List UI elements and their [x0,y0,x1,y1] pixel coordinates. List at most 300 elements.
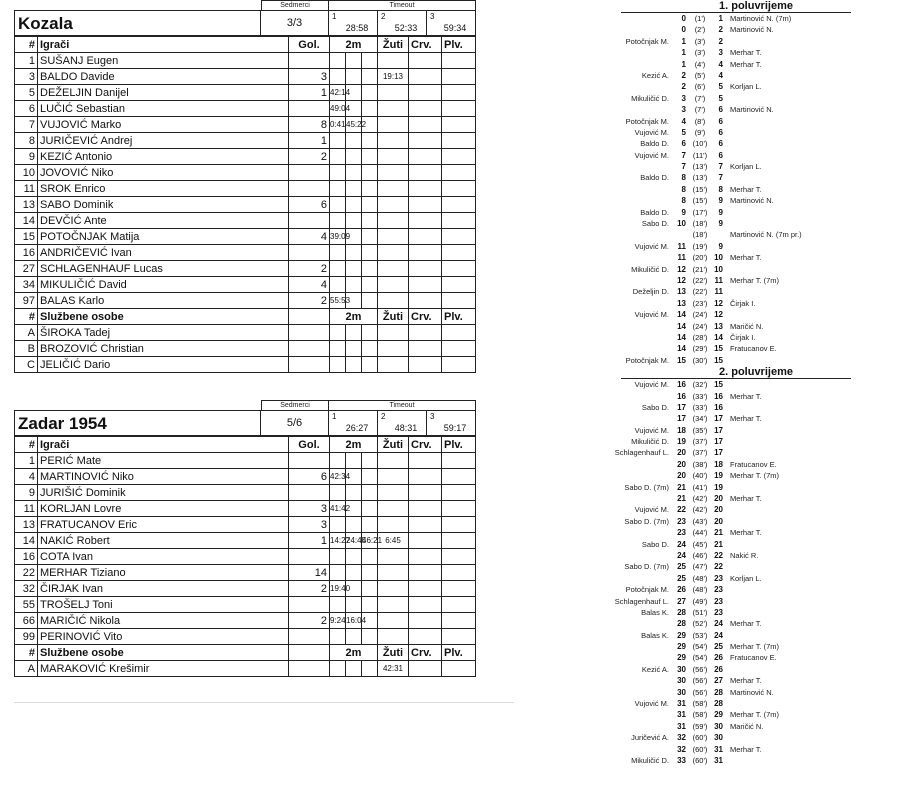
player-goals [289,181,330,197]
timeout-number: 3 [430,412,435,421]
official-letter: B [15,341,38,357]
goal-event [621,36,851,47]
home-scorer: Vujović M. [634,380,669,390]
player-number: 4 [15,469,38,485]
event-minute: (37') [692,448,708,458]
player-number: 16 [15,549,38,565]
col-igraci: Igrači [38,37,289,53]
player-number: 11 [15,181,38,197]
away-score: 5 [718,93,723,103]
suspension-time [346,165,362,181]
away-scorer: Merhar T. [730,676,762,686]
home-score: 12 [677,275,686,285]
suspension-time [362,181,378,197]
blue-card [442,53,476,69]
suspension-time [362,293,378,309]
away-scorer: Merhar T. [730,48,762,58]
away-score: 17 [714,448,723,458]
event-minute: (22') [692,287,708,297]
col-gol-empty [289,645,330,661]
away-score: 17 [714,425,723,435]
home-scorer: Sabo D. [641,219,669,229]
away-score: 22 [714,550,723,560]
away-score: 20 [714,505,723,515]
player-number: 13 [15,197,38,213]
event-minute: (28') [692,332,708,342]
suspension-time [346,277,362,293]
away-scorer: Merhar T. (7m) [730,275,780,285]
player-number: 3 [15,69,38,85]
home-score: 33 [677,756,686,765]
blue-card [442,453,476,469]
away-scorer: Korljan L. [730,82,762,92]
away-score: 14 [714,332,723,342]
goal-event [621,630,851,641]
red-card [409,341,442,357]
event-minute: (3') [694,48,706,58]
goal-event [621,709,851,720]
player-name: MIKULIČIĆ David [38,277,289,293]
suspension-time [330,629,346,645]
blue-card [442,69,476,85]
blue-card [442,277,476,293]
blue-card [442,325,476,341]
goal-event [621,664,851,675]
yellow-card: 19:13 [378,69,409,85]
event-minute: (30') [692,355,708,365]
team-header [14,10,476,36]
home-scorer: Sabo D. (7m) [624,482,669,492]
col-2m: 2m [330,645,378,661]
event-minute: (15') [692,196,708,206]
player-goals: 3 [289,501,330,517]
home-score: 29 [677,653,686,663]
away-scorer: Merhar T. [730,391,762,401]
red-card [409,117,442,133]
event-minute: (18') [692,219,708,229]
player-row [15,501,476,517]
player-number: 16 [15,245,38,261]
goal-event [621,470,851,481]
player-number: 10 [15,165,38,181]
team-kozala-block [14,0,476,373]
suspension-time [330,261,346,277]
event-minute: (33') [692,391,708,401]
yellow-card [378,245,409,261]
home-score: 20 [677,459,686,469]
player-goals: 8 [289,117,330,133]
event-minute: (4') [694,59,706,69]
blue-card [442,181,476,197]
suspension-time [346,53,362,69]
blue-card [442,485,476,501]
col-plv: Plv. [442,437,476,453]
away-score: 29 [714,710,723,720]
home-score: 8 [681,173,686,183]
team-zadar-block [14,400,476,677]
red-card [409,197,442,213]
goal-event [621,652,851,663]
yellow-card [378,581,409,597]
home-score: 20 [677,471,686,481]
away-score: 12 [714,310,723,320]
red-card [409,213,442,229]
home-score: 25 [677,573,686,583]
home-scorer: Vujović M. [634,425,669,435]
suspension-time [362,485,378,501]
suspension-time: 55:53 [330,293,346,309]
col-crv: Crv. [409,645,442,661]
suspension-time [362,245,378,261]
team-header-top [14,0,476,10]
home-score: 16 [677,391,686,401]
goal-event [621,309,851,320]
home-scorer: Sabo D. [641,539,669,549]
col-sluzbene: Službene osobe [38,645,289,661]
goal-event [621,607,851,618]
home-scorer: Baldo D. [640,207,669,217]
suspension-time [346,565,362,581]
player-number: 6 [15,101,38,117]
suspension-time: 49:04 [330,101,346,117]
home-scorer: Potočnjak M. [625,355,669,365]
event-minute: (47') [692,562,708,572]
yellow-card [378,453,409,469]
goal-event [621,425,851,436]
home-score: 20 [677,448,686,458]
away-score: 2 [718,25,723,35]
player-name: FRATUCANOV Eric [38,517,289,533]
away-score: 17 [714,414,723,424]
event-minute: (7') [694,105,706,115]
home-score: 13 [677,287,686,297]
yellow-card [378,357,409,373]
player-name: DEŽELJIN Danijel [38,85,289,101]
suspension-time [362,629,378,645]
away-score: 19 [714,482,723,492]
red-card [409,629,442,645]
red-card [409,517,442,533]
player-number: 32 [15,581,38,597]
suspension-time: 24:45 [346,533,362,549]
player-row [15,277,476,293]
suspension-time [362,165,378,181]
player-row [15,197,476,213]
col-crv: Crv. [409,37,442,53]
player-row [15,565,476,581]
event-minute: (22') [692,275,708,285]
team-header [14,410,476,436]
home-score: 17 [677,414,686,424]
suspension-time [346,133,362,149]
event-minute: (41') [692,482,708,492]
goal-event [621,402,851,413]
player-number: 97 [15,293,38,309]
suspension-time [362,501,378,517]
blue-card [442,165,476,181]
player-number: 66 [15,613,38,629]
event-minute: (42') [692,505,708,515]
yellow-card [378,181,409,197]
home-score: 8 [681,196,686,206]
home-score: 2 [681,70,686,80]
away-scorer: Čirjak I. [730,298,756,308]
half2-label: 2. poluvrijeme [719,366,793,379]
goal-event [621,127,851,138]
player-row [15,597,476,613]
yellow-card [378,485,409,501]
event-minute: (6') [694,82,706,92]
player-goals [289,485,330,501]
goal-event [621,70,851,81]
away-score: 5 [718,82,723,92]
player-goals: 6 [289,197,330,213]
blue-card [442,341,476,357]
goal-event [621,24,851,35]
away-score: 6 [718,116,723,126]
spacer [14,0,261,10]
home-score: 25 [677,562,686,572]
timeout-time: 28:58 [345,23,369,33]
home-scorer: Sabo D. [641,402,669,412]
home-score: 23 [677,516,686,526]
event-minute: (43') [692,516,708,526]
empty-cell [289,357,330,373]
home-scorer: Mikuličić D. [631,756,669,765]
player-number: 13 [15,517,38,533]
roster-table [14,436,476,677]
red-card [409,565,442,581]
col-no: # [15,645,38,661]
yellow-card [378,117,409,133]
event-minute: (13') [692,173,708,183]
home-score: 4 [681,116,686,126]
away-score: 10 [714,264,723,274]
player-number: 5 [15,85,38,101]
timeout-cell [427,411,475,435]
suspension-time [330,357,346,373]
col-crv: Crv. [409,309,442,325]
event-minute: (53') [692,630,708,640]
player-name: BALAS Karlo [38,293,289,309]
timeout-cell [378,411,427,435]
suspension-time [362,565,378,581]
col-2m: 2m [330,309,378,325]
away-score: 4 [718,70,723,80]
home-scorer: Vujović M. [634,310,669,320]
timeout-time: 52:33 [394,23,418,33]
away-scorer: Merhar T. [730,253,762,263]
suspension-time [346,549,362,565]
suspension-time [362,69,378,85]
away-score: 26 [714,653,723,663]
suspension-time: 42:34 [330,469,346,485]
away-scorer: Merhar T. (7m) [730,642,780,652]
home-score: 16 [677,380,686,390]
suspension-time [330,165,346,181]
away-scorer: Merhar T. [730,528,762,538]
blue-card [442,613,476,629]
home-scorer: Balas K. [641,607,669,617]
col-2m: 2m [330,437,378,453]
player-goals: 3 [289,69,330,85]
goal-event [621,687,851,698]
home-score: 9 [681,207,686,217]
event-minute: (56') [692,687,708,697]
suspension-time [362,549,378,565]
red-card [409,85,442,101]
col-igraci: Igrači [38,437,289,453]
suspension-time [346,517,362,533]
sedmerci-value: 5/6 [261,411,329,435]
goal-event [621,504,851,515]
suspension-time [362,277,378,293]
yellow-card [378,229,409,245]
player-row [15,485,476,501]
red-card [409,501,442,517]
suspension-time [346,661,362,677]
home-score: 23 [677,528,686,538]
event-minute: (10') [692,139,708,149]
timeout-number: 2 [381,12,386,21]
goal-event [621,516,851,527]
home-score: 26 [677,585,686,595]
away-scorer: Maričić N. [730,721,764,731]
suspension-time [346,597,362,613]
player-goals: 2 [289,613,330,629]
suspension-time [362,197,378,213]
home-scorer: Kezić A. [641,70,669,80]
home-score: 17 [677,402,686,412]
home-scorer: Baldo D. [640,173,669,183]
event-minute: (32') [692,380,708,390]
player-name: MARTINOVIĆ Niko [38,469,289,485]
event-minute: (21') [692,264,708,274]
timeout-cell [329,11,378,35]
yellow-card [378,85,409,101]
player-number: 1 [15,53,38,69]
red-card [409,293,442,309]
red-card [409,181,442,197]
player-goals: 14 [289,565,330,581]
suspension-time [330,565,346,581]
player-goals: 2 [289,261,330,277]
suspension-time [330,661,346,677]
away-score: 16 [714,391,723,401]
goal-event [621,264,851,275]
goal-event [621,550,851,561]
away-scorer: Martinović N. [730,687,774,697]
home-score: 24 [677,539,686,549]
blue-card [442,565,476,581]
blue-card [442,629,476,645]
goal-event [621,138,851,149]
suspension-time [346,149,362,165]
goal-event [621,539,851,550]
goal-event [621,493,851,504]
goal-event [621,436,851,447]
away-scorer: Korljan L. [730,162,762,172]
event-minute: (42') [692,494,708,504]
col-2m: 2m [330,37,378,53]
suspension-time [330,181,346,197]
home-scorer: Vujović M. [634,699,669,709]
away-scorer: Merhar T. (7m) [730,471,780,481]
suspension-time [362,453,378,469]
yellow-card [378,469,409,485]
event-minute: (33') [692,402,708,412]
player-name: SCHLAGENHAUF Lucas [38,261,289,277]
player-number: 14 [15,533,38,549]
home-score: 7 [681,162,686,172]
yellow-card [378,565,409,581]
red-card [409,69,442,85]
home-score: 31 [677,721,686,731]
player-name: NAKIĆ Robert [38,533,289,549]
goal-event [621,573,851,584]
player-row [15,101,476,117]
half2-events [614,379,851,766]
suspension-time [346,181,362,197]
yellow-card: 42:31 [378,661,409,677]
goal-event [621,93,851,104]
player-number: 15 [15,229,38,245]
timeout-label: Timeout [329,0,476,10]
player-number: 14 [15,213,38,229]
suspension-time: 39:09 [330,229,346,245]
away-score: 23 [714,596,723,606]
event-minute: (60') [692,744,708,754]
home-scorer: Deželjin D. [632,287,669,297]
col-gol-empty [289,309,330,325]
away-score: 7 [718,162,723,172]
home-score: 1 [681,48,686,58]
suspension-time: 9:24 [330,613,346,629]
header-row [15,645,476,661]
player-row [15,133,476,149]
yellow-card [378,133,409,149]
suspension-time: 42:14 [330,85,346,101]
event-minute: (38') [692,459,708,469]
away-score: 20 [714,516,723,526]
blue-card [442,469,476,485]
goal-event [621,618,851,629]
yellow-card [378,517,409,533]
yellow-card [378,53,409,69]
suspension-time [330,133,346,149]
timeout-number: 3 [430,12,435,21]
col-zuti: Žuti [378,37,409,53]
away-score: 4 [718,59,723,69]
timeout-cell [378,11,427,35]
event-minute: (3') [694,36,706,46]
away-scorer: Martinović N. (7m pr.) [730,230,802,240]
yellow-card [378,101,409,117]
away-score: 18 [714,459,723,469]
yellow-card [378,165,409,181]
blue-card [442,597,476,613]
blue-card [442,133,476,149]
away-score: 22 [714,562,723,572]
goal-event [621,721,851,732]
player-goals: 3 [289,517,330,533]
header-row [15,437,476,453]
home-score: 8 [681,184,686,194]
suspension-time [362,357,378,373]
col-no: # [15,309,38,325]
suspension-time: 0:41 [330,117,346,133]
goal-event [621,343,851,354]
